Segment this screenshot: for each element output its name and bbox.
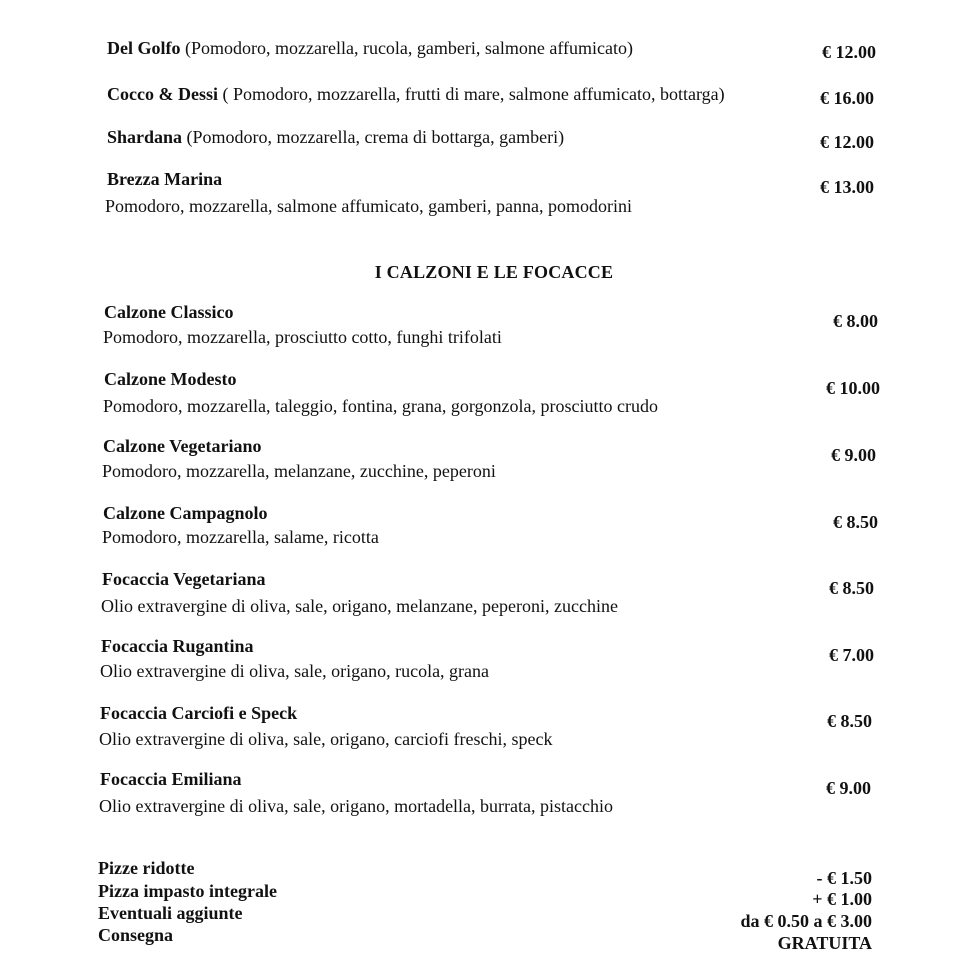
menu-item-desc: Pomodoro, mozzarella, prosciutto cotto, funghi trifolati xyxy=(103,327,502,347)
menu-item-price: € 12.00 xyxy=(822,42,876,62)
menu-item-line xyxy=(107,84,725,105)
menu-item-desc: Pomodoro, mozzarella, melanzane, zucchine, peperoni xyxy=(102,461,496,481)
menu-item-price: € 7.00 xyxy=(829,645,874,665)
menu-item-name: Focaccia Carciofi e Speck xyxy=(100,703,298,723)
extra-value: da € 0.50 a € 3.00 xyxy=(740,911,872,931)
menu-item-name: Cocco & Dessi xyxy=(107,84,218,104)
menu-item-desc: Pomodoro, mozzarella, salmone affumicato, gamberi, panna, pomodorini xyxy=(105,196,633,216)
extra-value: GRATUITA xyxy=(777,933,872,953)
menu-item-name: Calzone Campagnolo xyxy=(103,503,268,523)
menu-item-price: € 16.00 xyxy=(820,88,874,108)
menu-item-price: € 12.00 xyxy=(820,132,874,152)
menu-item-name: Focaccia Vegetariana xyxy=(102,569,266,589)
menu-item-price: € 9.00 xyxy=(826,778,871,798)
menu-item-desc: ( Pomodoro, mozzarella, frutti di mare, salmone affumicato, bottarga) xyxy=(222,84,725,104)
menu-item-desc: Olio extravergine di oliva, sale, origano, melanzane, peperoni, zucchine xyxy=(101,596,618,616)
extra-value: - € 1.50 xyxy=(816,868,872,888)
menu-item-price: € 9.00 xyxy=(831,445,876,465)
menu-item-desc: Olio extravergine di oliva, sale, origano, rucola, grana xyxy=(100,661,490,681)
extra-label: Consegna xyxy=(98,925,174,945)
menu-item-price: € 8.50 xyxy=(827,711,872,731)
menu-item-price: € 8.50 xyxy=(833,512,878,532)
menu-item-desc: Olio extravergine di oliva, sale, origano, mortadella, burrata, pistacchio xyxy=(99,796,613,816)
extra-label: Pizza impasto integrale xyxy=(98,881,277,901)
menu-item-price: € 8.50 xyxy=(829,578,874,598)
menu-item-line xyxy=(107,127,564,148)
menu-item-name: Focaccia Emiliana xyxy=(100,769,242,789)
extra-label: Pizze ridotte xyxy=(98,858,195,878)
menu-item-price: € 8.00 xyxy=(833,311,878,331)
menu-item-desc: Olio extravergine di oliva, sale, origano, carciofi freschi, speck xyxy=(99,729,553,749)
menu-item-desc: Pomodoro, mozzarella, salame, ricotta xyxy=(102,527,379,547)
extra-value: + € 1.00 xyxy=(812,889,872,909)
menu-item-name: Shardana xyxy=(107,127,183,147)
menu-item-name: Focaccia Rugantina xyxy=(101,636,254,656)
menu-item-price: € 13.00 xyxy=(820,177,874,197)
menu-item-price: € 10.00 xyxy=(826,378,880,398)
menu-item-name: Calzone Vegetariano xyxy=(103,436,262,456)
section-title: I CALZONI E LE FOCACCE xyxy=(374,262,614,282)
extra-label: Eventuali aggiunte xyxy=(98,903,243,923)
menu-item-name: Calzone Modesto xyxy=(104,369,237,389)
menu-item-desc: Pomodoro, mozzarella, taleggio, fontina, grana, gorgonzola, prosciutto crudo xyxy=(103,396,659,416)
menu-item-name: Del Golfo xyxy=(107,38,181,58)
menu-item-name: Calzone Classico xyxy=(104,302,234,322)
menu-item-desc: (Pomodoro, mozzarella, crema di bottarga, gamberi) xyxy=(186,127,565,147)
menu-item-desc: (Pomodoro, mozzarella, rucola, gamberi, salmone affumicato) xyxy=(185,38,634,58)
menu-item-name: Brezza Marina xyxy=(107,169,223,189)
